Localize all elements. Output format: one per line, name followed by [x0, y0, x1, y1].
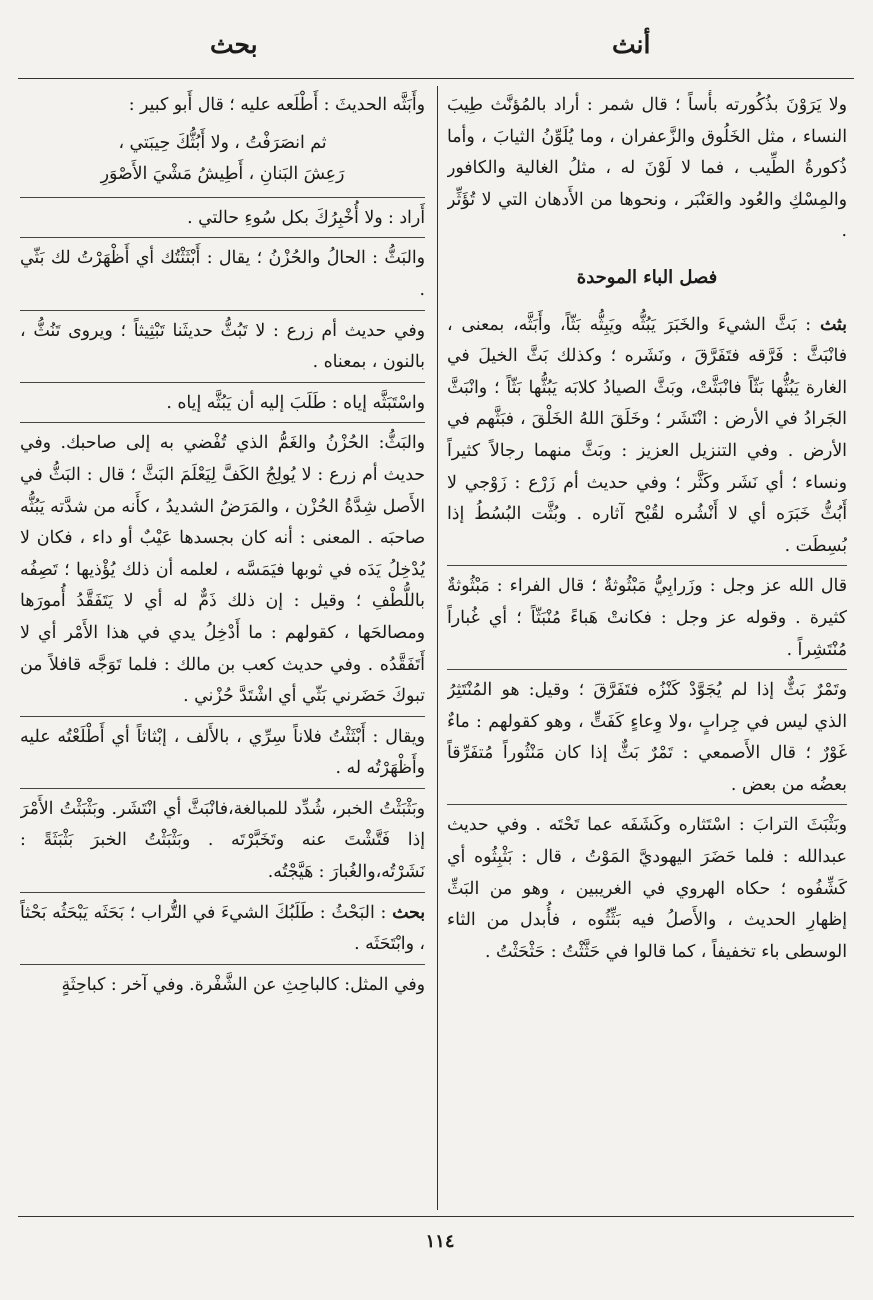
paragraph: وبَثْبَثَ الترابَ : اسْتَثاره وكَشَفَه عما تَحْتَه . وفي حديث عبدالله : فلما حَضَرَ اليهوديَّ المَوْتُ ، قال : بَثْبِثُوه أي كَشِّفُوه ؛ حكاه الهروي في الغريبين ، وهو من البَثِّ إظهارِ الحديث ، والأَصلُ فيه بَثِّثُوه ، فأُبدل من الثاء الوسطى باء تخفيفاً ، كما قالوا في حَثَّثْتُ : حَثْحَثْتُ . — [447, 815, 847, 962]
paragraph: ويقال : أَبْثَثْتُ فلاناً سِرِّي ، بالأَلف ، إبْثاثاً أي أَطْلَعْتُه عليه وأَظْهَرْتُه له . — [20, 726, 425, 779]
entry-paragraph — [447, 310, 847, 563]
section-heading: فصل الباء الموحدة — [576, 266, 718, 288]
verse-line: ثم انصَرَفْتُ ، ولا أَبُثُّكَ حِيبَتي ، — [118, 132, 327, 153]
top-rule — [18, 78, 854, 79]
paragraph: والبَثُّ : الحالُ والحُزْنُ ؛ يقال : أَبْثَثْتُك أي أَظْهَرْتُ لك بَثّي . — [20, 248, 425, 300]
page-number: ١١٤ — [425, 1231, 455, 1252]
entry-headword: بثث — [820, 314, 847, 335]
header-root-word-left: بحث — [210, 30, 258, 59]
verse-line: رَعِشَ البَنانِ ، أَطِيشُ مَشْيَ الأَصْوَرِ — [100, 164, 345, 185]
paragraph: أَراد : ولا أُخْبِرُكَ بكل سُوءِ حالتي . — [187, 207, 425, 228]
paragraph: وأَبَثَّه الحديثَ : أَطْلَعه عليه ؛ قال أَبو كبير : — [128, 95, 425, 115]
paragraph-separator — [20, 892, 425, 893]
paragraph: ولا يَرَوْنَ بذُكُورته بأْساً ؛ قال شمر : أراد بالمُؤنَّث طِيبَ النساء ، مثل الخَلُوق والزَّعفران ، وما يُلَوِّنُ الثيابَ ، وأما ذُكورةُ الطِّيب ، فما لا لَوْنَ له ، مثلُ الغالية والكافور والمِسْكِ والعُود والعَنْبَر ، ونحوها من الأَدهان التي لا تُؤَثِّر . — [447, 95, 847, 242]
left-column — [20, 90, 425, 1210]
header-root-word-right: أنث — [612, 30, 651, 59]
paragraph-separator — [20, 788, 425, 789]
right-column — [447, 90, 847, 1210]
entry-paragraph — [20, 898, 425, 961]
paragraph-separator — [20, 422, 425, 423]
paragraph-separator — [447, 804, 847, 805]
paragraph-separator — [20, 197, 425, 198]
paragraph: قال الله عز وجل : وزَرابِيُّ مَبْثُوثةٌ ؛ قال الفراء : مَبْثُوثةٌ كثيرة . وقوله عز وجل : فكانتْ هَباءً مُنْبَثّاً ؛ أي غُباراً مُنْتَشِراً . — [447, 576, 847, 660]
paragraph: والبَثُّ: الحُزْنُ والغَمُّ الذي تُفْضي به إلى صاحبك. وفي حديث أم زرع : لا يُولِجُ الكَفَّ لِيَعْلَمَ البَثَّ ؛ قال : البَثُّ في الأَصل شِدَّةُ الحُزْن ، والمَرَضُ الشديدُ ، كأَنه من شدَّته يَبُثُّه صاحبَه . المعنى : أنه كان بجسدها عَيْبٌ أو داء ، فكان لا يُدْخِلُ يَدَه في ثوبها فيَمَسَّه ، لعلمه أن ذلك يُؤْذيها ؛ تَصِفُه باللُّطْفِ ؛ وقيل : إن ذلك ذَمٌّ له أي لا يَتَفَقَّدُ أُمورَها ومصالحَها ، كقولهم : ما أَدْخِلُ يدي في هذا الأَمْر أي لا أَتَفَقَّدُه . وفي حديث كعب بن مالك : فلما تَوَجَّه قافلاً من تبوكَ حَضَرني بَثّي أي اشْتَدَّ حُزْني . — [20, 433, 425, 707]
paragraph-separator — [20, 237, 425, 238]
paragraph-separator — [20, 382, 425, 383]
entry-text: : البَحْثُ : طَلَبُكَ الشيءَ في التُّراب ؛ بَحَثَه يَبْحَثُه بَحْثاً ، وابْتَحَثَه . — [20, 902, 425, 955]
column-divider — [437, 86, 438, 1210]
bottom-rule — [18, 1216, 854, 1217]
paragraph-separator — [20, 964, 425, 965]
paragraph: وبَثْبَثْتُ الخبر، شُدِّد للمبالغة،فانْبَثَّ أي انْتَشَر. وبَثْبَثْتُ الأَمْرَ إذا فَتَّشْتَ عنه وتَخَبَّرْتَه . وبَثْبَثْتُ الخبرَ بَثْبَثَةً : نَشَرْتُه،والغُبارَ : هَيَّجْتُه. — [20, 798, 425, 883]
paragraph: واسْتَبَثَّه إياه : طَلَبَ إليه أن يَبُثَّه إياه . — [166, 392, 425, 413]
entry-headword: بحث — [392, 902, 425, 923]
paragraph-separator — [20, 716, 425, 717]
paragraph-separator — [20, 310, 425, 311]
poem-verse — [20, 128, 425, 191]
paragraph: وتَمْرٌ بَثٌّ إذا لم يُجَوَّدْ كَنْزُه فتَفَرَّقَ ؛ وقيل: هو المُنْتَثِرُ الذي ليس في جِرابٍ ،ولا وِعاءٍ كَفَتٍّ ، وهو كقولهم : ماءٌ غَوْرٌ ؛ قال الأَصمعي : تَمْرٌ بَثٌّ إذا كان مَنْثُوراً مُتفَرِّقاً بعضُه من بعض . — [447, 680, 847, 795]
paragraph: وفي المثل: كالباحِثِ عن الشَّفْرة. وفي آخر : كباحِثَةٍ — [61, 974, 425, 995]
paragraph-separator — [447, 669, 847, 670]
entry-text: : بَثَّ الشيءَ والخَبَرَ يَبُثُّه ويَبِثُّه بَثّاً، وأَبَثَّه، بمعنى ، فانْبَثَّ : فَرَّقه فتَفَرَّقَ ، ونَشَره ؛ وكذلك بَثَّ الخيلَ في الغارة يَبُثُّها بَثّاً فانْبَثَّتْ، وبَثَّ الصيادُ كلابَه يَبُثُّها بَثّاً ؛ وانْبَثَّ الجَرادُ في الأرض : انْتَشَر ؛ وخَلَقَ اللهُ الخَلْقَ ، فبَثَّهم في الأرض . وفي التنزيل العزيز : وبَثَّ منهما رجالاً كثيراً ونساء ؛ أي نَشَر وكَثَّر ؛ وفي حديث أم زَرْع : زَوْجي لا أَبُثُّ خَبَرَه أي لا أَنْشُره لقُبْح آثاره . وبُثَّت البُسُطُ إذا بُسِطَت . — [447, 314, 847, 556]
paragraph: وفي حديث أم زرع : لا تَبُثُّ حديثَنا تَبْثِيثاً ؛ ويروى تَنُثُّ ، بالنون ، بمعناه . — [20, 320, 425, 373]
paragraph-separator — [447, 565, 847, 566]
